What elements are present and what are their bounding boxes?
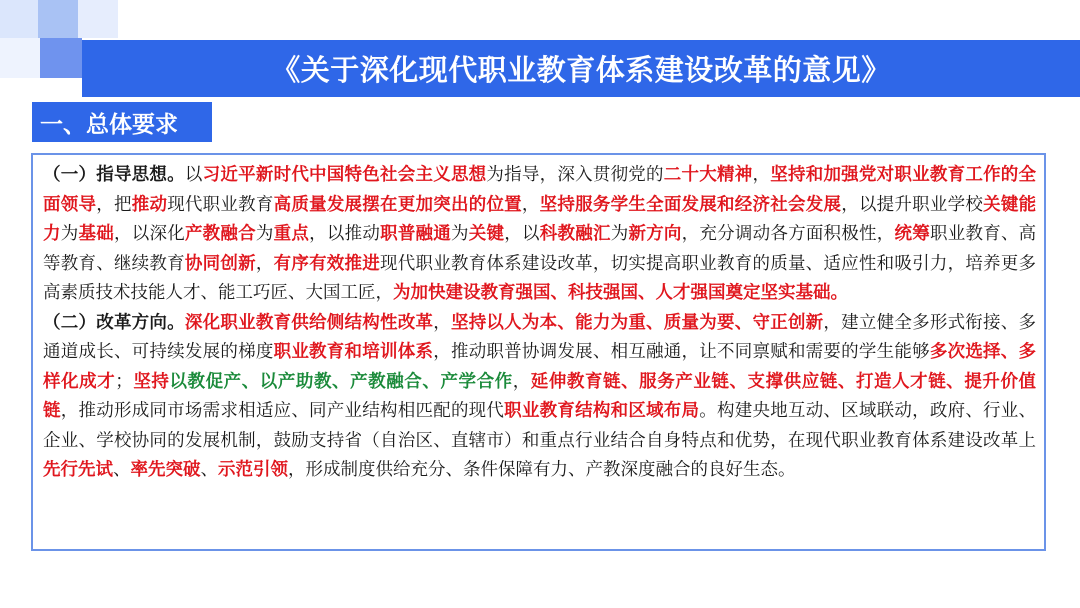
section-header: 一、总体要求 bbox=[32, 102, 212, 142]
text-run: 率先突破 bbox=[130, 460, 201, 480]
text-run: 新方向 bbox=[628, 224, 682, 244]
decor-square-dark-1 bbox=[40, 38, 82, 78]
decor-square-light-1 bbox=[0, 0, 38, 38]
text-run: 为加快建设教育强国、科技强国、人才强国奠定坚实基础。 bbox=[393, 283, 848, 303]
text-run: 示范引领 bbox=[218, 460, 288, 480]
text-run: 协同创新 bbox=[184, 253, 256, 274]
text-run: 职业教育和培训体系 bbox=[273, 342, 434, 362]
text-run: 基础 bbox=[78, 224, 114, 244]
text-run: 坚持以人为本、能力为重、质量为要、守正创新 bbox=[450, 312, 824, 333]
text-run: 重点 bbox=[273, 224, 310, 244]
text-run: ，推动形成同市场需求相适应、同产业结构相匹配的现代 bbox=[60, 401, 505, 421]
text-run: ， bbox=[752, 165, 771, 185]
text-run: ，把 bbox=[96, 194, 132, 215]
text-run: ，建立健全多形式衔接、多通道成长、可持续发展的梯度 bbox=[43, 312, 1037, 362]
text-run: 推动 bbox=[131, 194, 168, 215]
text-run: 以 bbox=[184, 165, 203, 185]
decor-square-light-2 bbox=[78, 0, 118, 38]
paragraph-guiding-ideology bbox=[43, 161, 1036, 309]
text-run: （二）改革方向。 bbox=[43, 312, 185, 333]
title-bar bbox=[82, 40, 1080, 97]
text-run: ，以提升职业学校 bbox=[841, 194, 984, 215]
text-run: 统筹 bbox=[894, 224, 930, 244]
slide-title: 《关于深化现代职业教育体系建设改革的意见》 bbox=[271, 53, 891, 87]
text-run: 二十大精神 bbox=[663, 165, 753, 185]
text-run: 深化职业教育供给侧结构性改革 bbox=[184, 312, 434, 333]
text-run: 高质量发展摆在更加突出的位置 bbox=[273, 194, 522, 215]
decor-square-mid-1 bbox=[38, 0, 78, 38]
text-run: 现代职业教育体系建设改革，切实提高职业教育的质量、适应性和吸引力，培养更多高素质技术技能人才、能工巧匠、大国工匠， bbox=[43, 253, 1037, 303]
text-run: 为 bbox=[610, 224, 629, 244]
text-run: 职业教育、高等教育、继续教育 bbox=[43, 224, 1037, 274]
text-run: 坚持和加强党对职业教育工作的全面领导 bbox=[43, 165, 1037, 215]
decor-square-light-3 bbox=[0, 38, 40, 78]
text-run: （一）指导思想。 bbox=[43, 165, 185, 185]
text-run: 为指导，深入贯彻党的 bbox=[486, 165, 664, 185]
text-run: 、 bbox=[113, 460, 131, 480]
text-run: 产教融合 bbox=[184, 224, 256, 244]
text-run: 现代职业教育 bbox=[167, 194, 274, 215]
text-run: ，以 bbox=[504, 224, 540, 244]
text-run: 职普融通 bbox=[380, 224, 452, 244]
text-run: 有序有效推进 bbox=[273, 253, 381, 274]
text-run: ，充分调动各方面积极性， bbox=[681, 224, 895, 244]
text-run: ，推动职普协调发展、相互融通，让不同禀赋和需要的学生能够 bbox=[433, 342, 930, 362]
text-run: 坚持服务学生全面发展和经济社会发展 bbox=[539, 194, 842, 215]
text-run: ； bbox=[115, 371, 133, 392]
text-run: ，以深化 bbox=[113, 224, 185, 244]
text-run: 、 bbox=[200, 460, 218, 480]
text-run: ， bbox=[255, 253, 274, 274]
text-run: 科教融汇 bbox=[539, 224, 611, 244]
text-run: 习近平新时代中国特色社会主义思想 bbox=[202, 165, 487, 185]
text-run: 多次选择、多样化成才 bbox=[43, 342, 1037, 392]
text-run: 以教促产、以产助教、产教融合、产学合作 bbox=[169, 371, 513, 392]
text-run: 为 bbox=[451, 224, 469, 244]
text-run: 关键 bbox=[468, 224, 505, 244]
text-run: 职业教育结构和区域布局 bbox=[504, 401, 700, 421]
text-run: 先行先试 bbox=[43, 460, 113, 480]
text-run: 关键能力 bbox=[43, 194, 1037, 244]
text-run: ， bbox=[521, 194, 540, 215]
text-run: ， bbox=[512, 371, 531, 392]
text-run: ，以推动 bbox=[309, 224, 381, 244]
text-run: 为 bbox=[60, 224, 79, 244]
text-run: 坚持 bbox=[132, 371, 170, 392]
text-run: 延伸教育链、服务产业链、支撑供应链、打造人才链、提升价值链 bbox=[43, 371, 1037, 421]
text-run: 为 bbox=[255, 224, 274, 244]
text-run: 。构建央地互动、区域联动，政府、行业、企业、学校协同的发展机制，鼓励支持省（自治区、直辖市）和重点行业结合自身特点和优势，在现代职业教育体系建设改革上 bbox=[43, 401, 1037, 451]
text-run: ，形成制度供给充分、条件保障有力、产教深度融合的良好生态。 bbox=[288, 460, 796, 480]
content-box bbox=[31, 153, 1046, 551]
text-run: ， bbox=[433, 312, 451, 333]
paragraph-reform-direction bbox=[43, 309, 1036, 486]
